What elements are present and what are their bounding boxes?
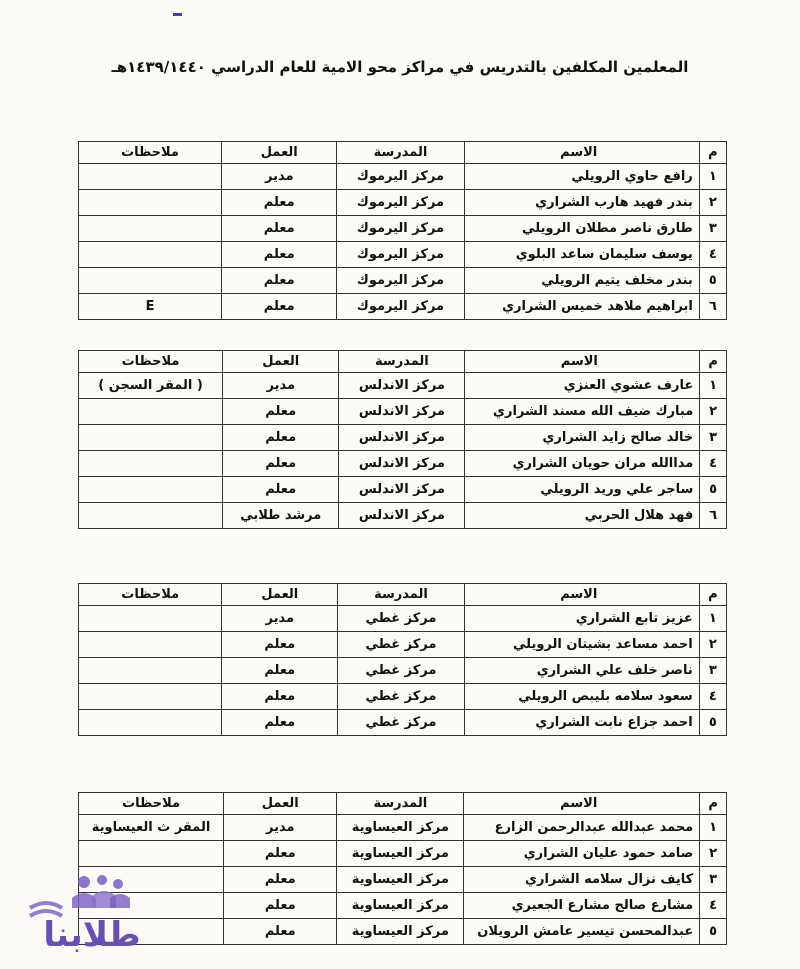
- row-job: معلم: [224, 919, 337, 945]
- row-notes: ( المقر السجن ): [79, 373, 223, 399]
- row-notes: [79, 658, 222, 684]
- row-school: مركز غطي: [338, 658, 465, 684]
- row-num: ٥: [699, 710, 726, 736]
- header-school: المدرسة: [339, 351, 465, 373]
- row-num: ١: [700, 373, 727, 399]
- row-school: مركز الاندلس: [339, 477, 465, 503]
- row-num: ٤: [699, 684, 726, 710]
- row-num: ٥: [700, 919, 727, 945]
- header-name: الاسم: [464, 584, 699, 606]
- row-notes: المقر ث العيساوية: [79, 815, 224, 841]
- row-job: مدير: [222, 606, 338, 632]
- header-notes: ملاحظات: [79, 351, 223, 373]
- row-num: ٤: [700, 893, 727, 919]
- row-name: مشارع صالح مشارع الجعيري: [464, 893, 700, 919]
- table-row: [79, 684, 727, 710]
- row-school: مركز اليرموك: [337, 190, 464, 216]
- row-school: مركز الاندلس: [339, 451, 465, 477]
- students-logo-icon: [22, 868, 152, 958]
- row-job: معلم: [224, 893, 337, 919]
- row-job: معلم: [222, 216, 337, 242]
- row-notes: [79, 164, 222, 190]
- row-name: عارف عشوي العنزي: [465, 373, 700, 399]
- row-job: معلم: [222, 658, 338, 684]
- watermark-logo: [22, 868, 152, 958]
- row-school: مركز الاندلس: [339, 399, 465, 425]
- table-row: [79, 164, 727, 190]
- table-row: [79, 606, 727, 632]
- table-row: [79, 815, 727, 841]
- row-num: ٢: [699, 190, 726, 216]
- table-row: [79, 373, 727, 399]
- table-row: [79, 632, 727, 658]
- row-school: مركز العيساوية: [337, 815, 464, 841]
- table-row: [79, 294, 727, 320]
- row-school: مركز اليرموك: [337, 216, 464, 242]
- header-name: الاسم: [464, 142, 699, 164]
- header-num: م: [699, 142, 726, 164]
- row-school: مركز العيساوية: [337, 841, 464, 867]
- row-job: معلم: [224, 841, 337, 867]
- row-name: طارق ناصر مطلان الرويلي: [464, 216, 699, 242]
- row-name: مبارك ضيف الله مسند الشراري: [465, 399, 700, 425]
- table-row: [79, 867, 727, 893]
- row-num: ٦: [700, 503, 727, 529]
- row-num: ٥: [700, 477, 727, 503]
- row-school: مركز اليرموك: [337, 268, 464, 294]
- row-num: ٣: [699, 216, 726, 242]
- row-school: مركز غطي: [338, 606, 465, 632]
- row-school: مركز اليرموك: [337, 294, 464, 320]
- row-notes: [79, 425, 223, 451]
- teachers-table-2: [78, 350, 727, 529]
- row-name: بندر مخلف يتيم الرويلي: [464, 268, 699, 294]
- row-job: معلم: [224, 867, 337, 893]
- header-num: م: [700, 793, 727, 815]
- row-name: بندر فهيد هارب الشراري: [464, 190, 699, 216]
- row-job: معلم: [223, 477, 339, 503]
- row-notes: [79, 503, 223, 529]
- row-name: ساجر علي وريد الرويلي: [465, 477, 700, 503]
- row-notes: E: [79, 294, 222, 320]
- row-name: عزيز تابع الشراري: [464, 606, 699, 632]
- header-name: الاسم: [464, 793, 700, 815]
- row-name: رافع حاوي الرويلي: [464, 164, 699, 190]
- document-title: المعلمين المكلفين بالتدريس في مراكز محو الامية للعام الدراسي ١٤٣٩/١٤٤٠هـ: [111, 58, 689, 76]
- row-school: مركز غطي: [338, 632, 465, 658]
- row-notes: [79, 684, 222, 710]
- row-job: معلم: [222, 268, 337, 294]
- row-num: ٤: [700, 451, 727, 477]
- table-row: [79, 216, 727, 242]
- row-notes: [79, 451, 223, 477]
- table-row: [79, 268, 727, 294]
- header-job: العمل: [224, 793, 337, 815]
- row-job: مرشد طلابي: [223, 503, 339, 529]
- row-num: ٢: [699, 632, 726, 658]
- header-school: المدرسة: [338, 584, 465, 606]
- row-notes: [79, 710, 222, 736]
- row-notes: [79, 216, 222, 242]
- row-school: مركز الاندلس: [339, 373, 465, 399]
- row-num: ٢: [700, 399, 727, 425]
- table-row: [79, 190, 727, 216]
- row-name: كايف نزال سلامه الشراري: [464, 867, 700, 893]
- row-job: معلم: [223, 425, 339, 451]
- row-job: معلم: [223, 451, 339, 477]
- row-notes: [79, 399, 223, 425]
- row-school: مركز غطي: [338, 710, 465, 736]
- row-name: احمد جزاع نابت الشراري: [464, 710, 699, 736]
- table-row: [79, 841, 727, 867]
- watermark-text: طلابنا: [43, 915, 141, 955]
- header-school: المدرسة: [337, 793, 464, 815]
- row-num: ٤: [699, 242, 726, 268]
- header-name: الاسم: [465, 351, 700, 373]
- header-notes: ملاحظات: [79, 793, 224, 815]
- table-row: [79, 477, 727, 503]
- row-job: معلم: [222, 684, 338, 710]
- table-row: [79, 658, 727, 684]
- header-school: المدرسة: [337, 142, 464, 164]
- row-name: احمد مساعد بشيتان الرويلي: [464, 632, 699, 658]
- row-job: معلم: [222, 710, 338, 736]
- table-row: [79, 919, 727, 945]
- header-num: م: [699, 584, 726, 606]
- table-row: [79, 451, 727, 477]
- row-notes: [79, 632, 222, 658]
- table-header-row: [79, 793, 727, 815]
- row-name: محمد عبدالله عبدالرحمن الزارع: [464, 815, 700, 841]
- row-school: مركز اليرموك: [337, 242, 464, 268]
- header-notes: ملاحظات: [79, 142, 222, 164]
- row-name: يوسف سليمان ساعد البلوي: [464, 242, 699, 268]
- row-job: معلم: [222, 190, 337, 216]
- row-num: ٣: [699, 658, 726, 684]
- header-job: العمل: [223, 351, 339, 373]
- row-num: ٣: [700, 425, 727, 451]
- row-job: معلم: [223, 399, 339, 425]
- header-num: م: [700, 351, 727, 373]
- teachers-table-3: [78, 583, 727, 736]
- row-school: مركز اليرموك: [337, 164, 464, 190]
- header-job: العمل: [222, 142, 337, 164]
- table-header-row: [79, 142, 727, 164]
- teachers-table-1: [78, 141, 727, 320]
- row-notes: [79, 190, 222, 216]
- row-school: مركز العيساوية: [337, 919, 464, 945]
- row-name: ناصر خلف علي الشراري: [464, 658, 699, 684]
- row-num: ١: [699, 606, 726, 632]
- table-row: [79, 242, 727, 268]
- header-job: العمل: [222, 584, 338, 606]
- row-notes: [79, 268, 222, 294]
- row-notes: [79, 606, 222, 632]
- header-notes: ملاحظات: [79, 584, 222, 606]
- row-job: معلم: [222, 632, 338, 658]
- row-name: مداالله مران حويان الشراري: [465, 451, 700, 477]
- row-name: ابراهيم ملاهد خميس الشراري: [464, 294, 699, 320]
- table-row: [79, 710, 727, 736]
- row-job: مدير: [223, 373, 339, 399]
- row-job: مدير: [222, 164, 337, 190]
- row-school: مركز غطي: [338, 684, 465, 710]
- row-notes: [79, 477, 223, 503]
- table-row: [79, 893, 727, 919]
- row-job: معلم: [222, 294, 337, 320]
- table-row: [79, 503, 727, 529]
- row-job: معلم: [222, 242, 337, 268]
- row-name: عبدالمحسن تيسير عامش الرويلان: [464, 919, 700, 945]
- row-school: مركز العيساوية: [337, 867, 464, 893]
- row-num: ٣: [700, 867, 727, 893]
- row-name: فهد هلال الحربي: [465, 503, 700, 529]
- row-name: خالد صالح زايد الشراري: [465, 425, 700, 451]
- row-num: ١: [699, 164, 726, 190]
- row-notes: [79, 841, 224, 867]
- row-num: ٢: [700, 841, 727, 867]
- row-name: صامد حمود عليان الشراري: [464, 841, 700, 867]
- row-school: مركز العيساوية: [337, 893, 464, 919]
- row-num: ٦: [699, 294, 726, 320]
- row-notes: [79, 242, 222, 268]
- row-school: مركز الاندلس: [339, 425, 465, 451]
- table-row: [79, 399, 727, 425]
- row-num: ١: [700, 815, 727, 841]
- row-school: مركز الاندلس: [339, 503, 465, 529]
- teachers-table-4: [78, 792, 727, 945]
- table-header-row: [79, 351, 727, 373]
- blue-ink-mark: [173, 13, 182, 16]
- row-num: ٥: [699, 268, 726, 294]
- row-job: مدير: [224, 815, 337, 841]
- row-name: سعود سلامه بليبص الرويلي: [464, 684, 699, 710]
- table-row: [79, 425, 727, 451]
- table-header-row: [79, 584, 727, 606]
